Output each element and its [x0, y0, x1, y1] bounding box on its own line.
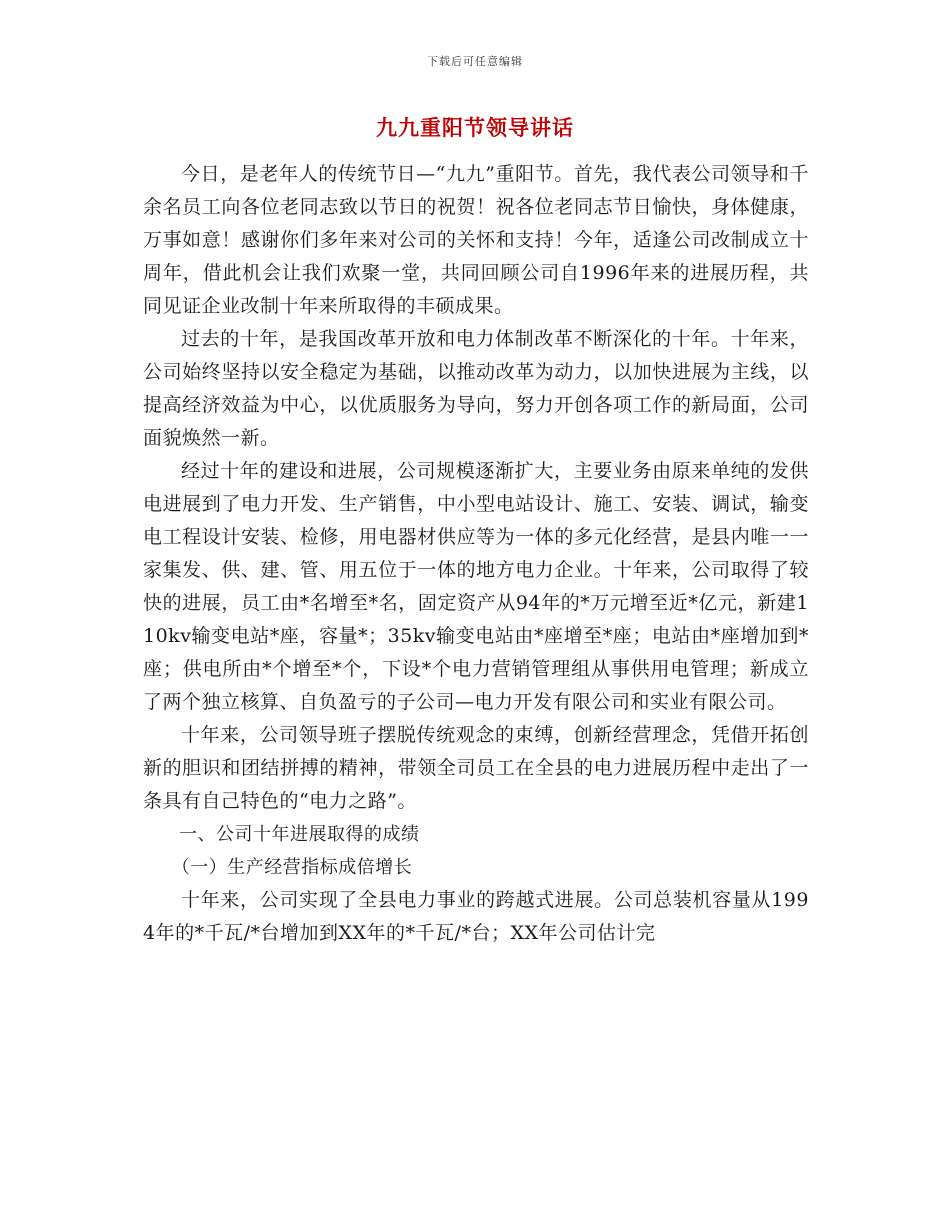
section-heading: 一、公司十年进展取得的成绩 [179, 824, 420, 845]
page-header-note: 下载后可任意编辑 [427, 55, 523, 68]
document-body [143, 158, 809, 950]
paragraph-opening: 今日，是老年人的传统节日—“九九”重阳节。首先，我代表公司领导和千余名员工向各位老同志致以节日的祝贺！祝各位老同志节日愉快，身体健康，万事如意！感谢你们多年来对公司的关怀和支持！今年，适逢公司改制成立十周年，借此机会让我们欢聚一堂，共同回顾公司自1996年来的进展历程，共同见证企业改制十年来所取得的丰硕成果。 [143, 163, 809, 317]
subsection-heading: （一）生产经营指标成倍增长 [171, 857, 413, 878]
paragraph-indicators: 十年来，公司实现了全县电力事业的跨越式进展。公司总装机容量从1994年的*千瓦/*台增加到XX年的*千瓦/*台；XX年公司估计完 [143, 889, 809, 944]
document-title: 九九重阳节领导讲话 [376, 115, 574, 140]
paragraph-development: 经过十年的建设和进展，公司规模逐渐扩大，主要业务由原来单纯的发供电进展到了电力开发、生产销售，中小型电站设计、施工、安装、调试，输变电工程设计安装、检修，用电器材供应等为一体的多元化经营，是县内唯一一家集发、供、建、管、用五位于一体的地方电力企业。十年来，公司取得了较快的进展，员工由*名增至*名，固定资产从94年的*万元增至近*亿元，新建110kv输变电站*座，容量*；35kv输变电站由*座增至*座；电站由*座增加到*座；供电所由*个增至*个，下设*个电力营销管理组从事供用电管理；新成立了两个独立核算、自负盈亏的子公司—电力开发有限公司和实业有限公司。 [143, 460, 809, 713]
paragraph-leadership: 十年来，公司领导班子摆脱传统观念的束缚，创新经营理念，凭借开拓创新的胆识和团结拼搏的精神，带领全司员工在全县的电力进展历程中走出了一条具有自己特色的“电力之路”。 [143, 724, 809, 812]
paragraph-past-decade: 过去的十年，是我国改革开放和电力体制改革不断深化的十年。十年来，公司始终坚持以安全稳定为基础，以推动改革为动力，以加快进展为主线，以提高经济效益为中心，以优质服务为导向，努力开创各项工作的新局面，公司面貌焕然一新。 [143, 328, 809, 449]
